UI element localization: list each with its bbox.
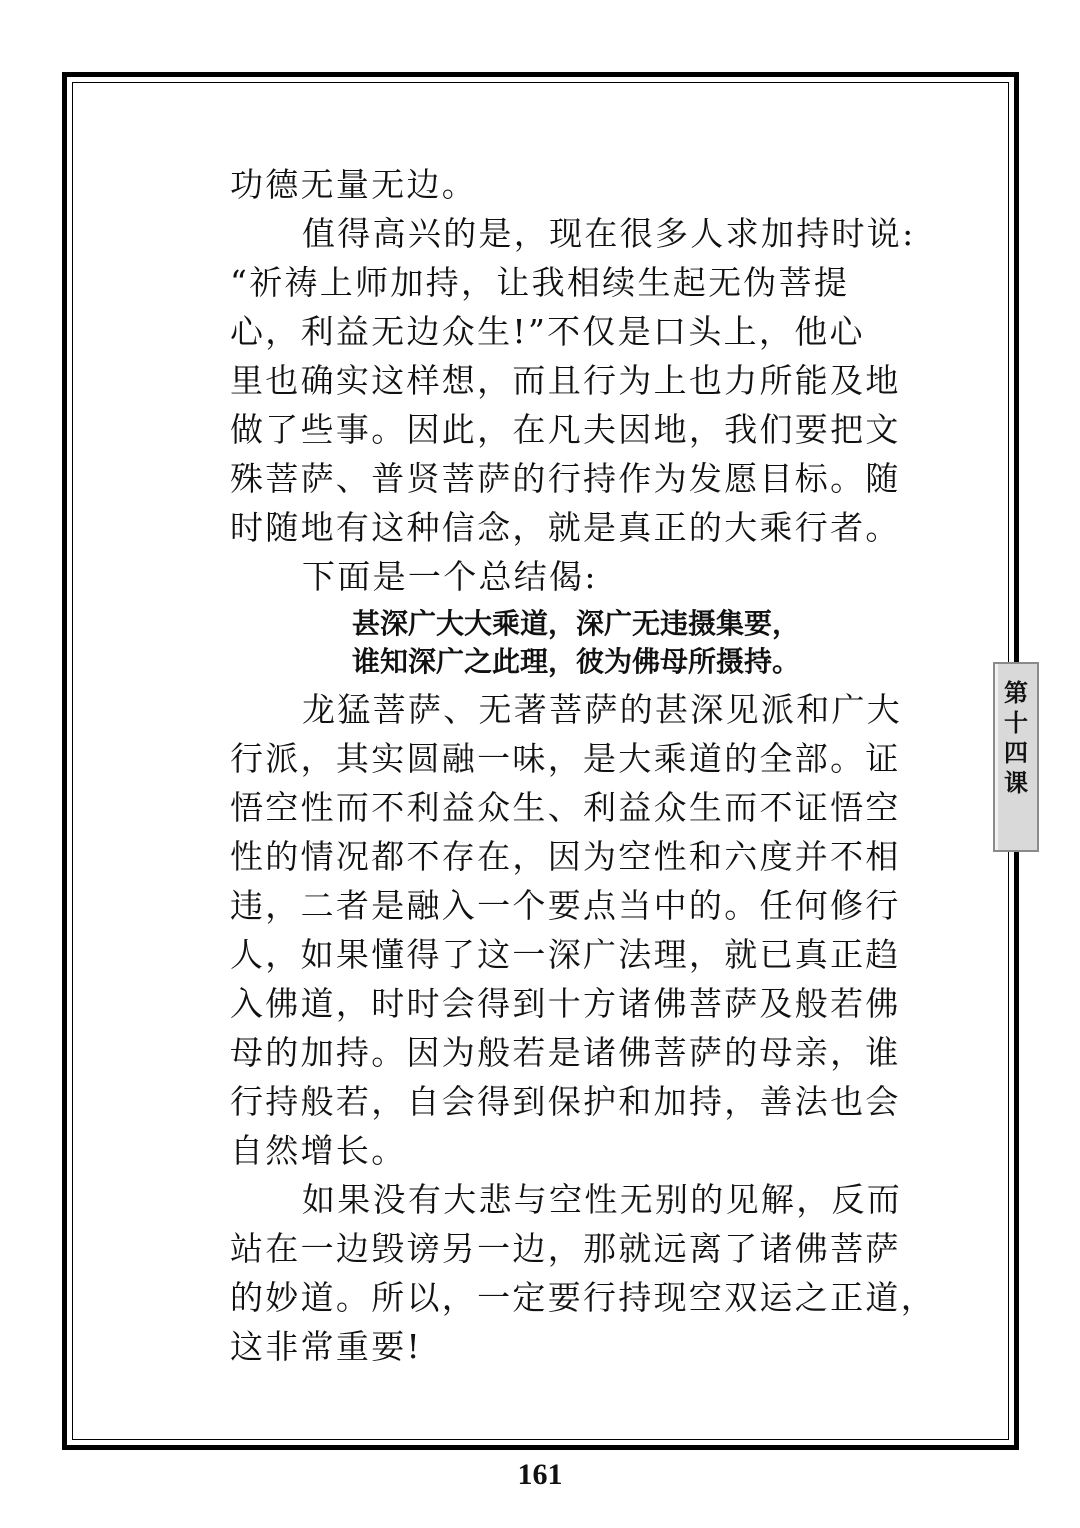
text-line: 入佛道，时时会得到十方诸佛菩萨及般若佛 xyxy=(230,984,901,1023)
text-line: 行持般若，自会得到保护和加持，善法也会 xyxy=(230,1082,901,1121)
text-line: 时随地有这种信念，就是真正的大乘行者。 xyxy=(230,508,901,547)
text-line: 自然增长。 xyxy=(230,1131,407,1170)
text-line: 母的加持。因为般若是诸佛菩萨的母亲，谁 xyxy=(230,1033,901,1072)
text-line: 悟空性而不利益众生、利益众生而不证悟空 xyxy=(230,788,901,827)
text-line: 功德无量无边。 xyxy=(230,165,478,204)
text-line: 下面是一个总结偈: xyxy=(302,557,598,596)
text-line: 如果没有大悲与空性无别的见解，反而 xyxy=(302,1180,903,1219)
text-line: 里也确实这样想，而且行为上也力所能及地 xyxy=(230,361,901,400)
chapter-tab-char: 四 xyxy=(1004,738,1028,767)
text-line: “祈祷上师加持，让我相续生起无伪菩提 xyxy=(230,263,850,302)
text-line: 殊菩萨、普贤菩萨的行持作为发愿目标。随 xyxy=(230,459,901,498)
text-line: 做了些事。因此，在凡夫因地，我们要把文 xyxy=(230,410,901,449)
chapter-tab-char: 课 xyxy=(1004,768,1028,797)
text-line: 值得高兴的是，现在很多人求加持时说: xyxy=(302,214,916,253)
verse-line: 甚深广大大乘道，深广无违摄集要， xyxy=(352,607,801,640)
chapter-tab-char: 第 xyxy=(1004,678,1028,707)
text-line: 违，二者是融入一个要点当中的。任何修行 xyxy=(230,886,901,925)
text-line: 站在一边毁谤另一边，那就远离了诸佛菩萨 xyxy=(230,1229,901,1268)
text-line: 的妙道。所以，一定要行持现空双运之正道， xyxy=(230,1278,936,1317)
chapter-tab-char: 十 xyxy=(1004,708,1028,737)
body-text xyxy=(230,160,936,1371)
verse-line: 谁知深广之此理，彼为佛母所摄持。 xyxy=(352,645,801,678)
text-line: 性的情况都不存在，因为空性和六度并不相 xyxy=(230,837,901,876)
text-line: 龙猛菩萨、无著菩萨的甚深见派和广大 xyxy=(302,690,903,729)
text-line: 这非常重要! xyxy=(230,1327,423,1366)
text-line: 人，如果懂得了这一深广法理，就已真正趋 xyxy=(230,935,901,974)
text-line: 行派，其实圆融一味，是大乘道的全部。证 xyxy=(230,739,901,778)
chapter-tab xyxy=(993,662,1039,852)
text-line: 心，利益无边众生!”不仅是口头上，他心 xyxy=(230,312,865,351)
page-number: 161 xyxy=(517,1458,563,1491)
